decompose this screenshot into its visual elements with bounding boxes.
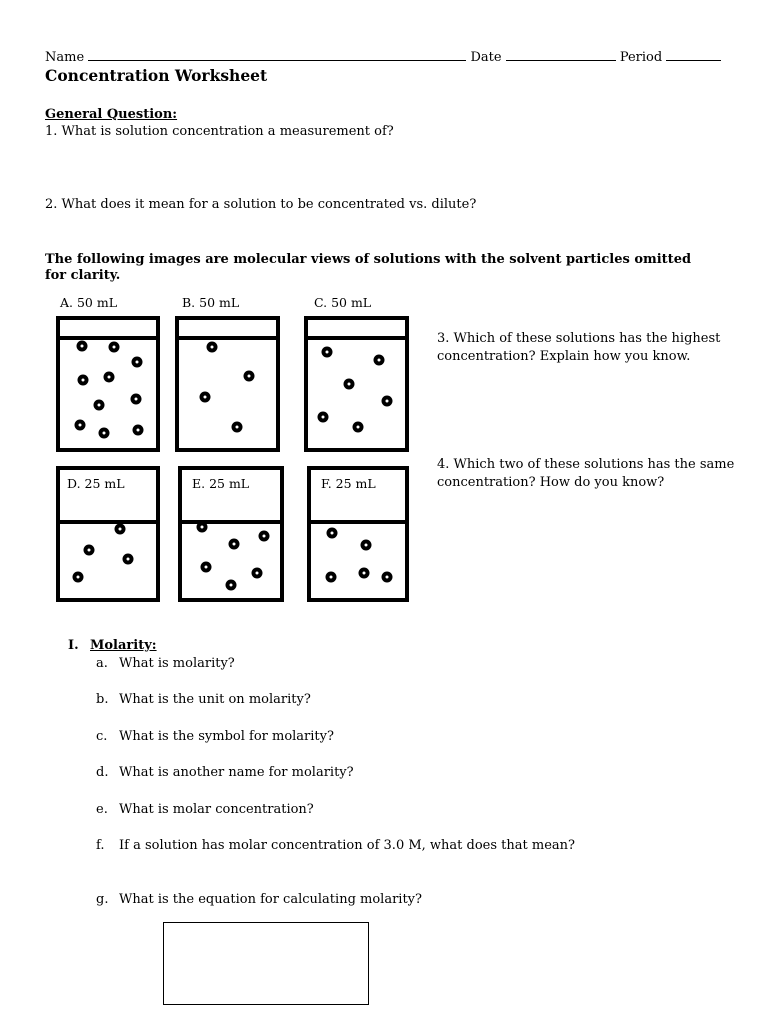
molarity-heading: Molarity: bbox=[90, 638, 157, 653]
general-question-heading: General Question: bbox=[45, 107, 178, 122]
particle bbox=[109, 342, 120, 353]
equation-answer-box[interactable] bbox=[163, 922, 369, 1005]
particle bbox=[322, 347, 333, 358]
beaker-e bbox=[178, 466, 284, 602]
molarity-item-d: What is another name for molarity? bbox=[119, 765, 354, 780]
molarity-item-a: What is molarity? bbox=[119, 656, 235, 671]
particle bbox=[344, 379, 355, 390]
molarity-item-c: What is the symbol for molarity? bbox=[119, 729, 334, 744]
beaker-a-label: A. 50 mL bbox=[60, 295, 118, 310]
particle bbox=[115, 524, 126, 535]
particle bbox=[207, 342, 218, 353]
beaker-b bbox=[175, 316, 280, 452]
particle bbox=[78, 375, 89, 386]
particle bbox=[353, 422, 364, 433]
molarity-item-f-letter: f. bbox=[96, 838, 105, 853]
molarity-item-d-letter: d. bbox=[96, 765, 109, 780]
particle bbox=[359, 568, 370, 579]
page-title: Concentration Worksheet bbox=[45, 66, 268, 85]
beaker-b-top bbox=[179, 320, 276, 340]
beaker-a bbox=[56, 316, 160, 452]
particle bbox=[326, 572, 337, 583]
beaker-c-top bbox=[308, 320, 405, 340]
beaker-e-label: E. 25 mL bbox=[192, 476, 250, 491]
particle bbox=[382, 396, 393, 407]
name-label: Name bbox=[45, 50, 85, 65]
particle bbox=[382, 572, 393, 583]
particle bbox=[197, 522, 208, 533]
particle bbox=[84, 545, 95, 556]
molarity-item-g-letter: g. bbox=[96, 892, 109, 907]
particle bbox=[104, 372, 115, 383]
particle bbox=[229, 539, 240, 550]
particle bbox=[77, 341, 88, 352]
period-label: Period bbox=[619, 50, 663, 65]
period-blank[interactable] bbox=[666, 48, 721, 61]
name-blank[interactable] bbox=[88, 48, 466, 61]
beaker-d-label: D. 25 mL bbox=[67, 476, 125, 491]
particle bbox=[200, 392, 211, 403]
beaker-c bbox=[304, 316, 409, 452]
beaker-f-label: F. 25 mL bbox=[321, 476, 376, 491]
molarity-item-g: What is the equation for calculating molarity? bbox=[119, 892, 422, 907]
particle bbox=[374, 355, 385, 366]
particle bbox=[327, 528, 338, 539]
beaker-b-label: B. 50 mL bbox=[182, 295, 240, 310]
particle bbox=[99, 428, 110, 439]
particle bbox=[132, 357, 143, 368]
images-intro: The following images are molecular views of solutions with the solvent particles omitted for clarity. bbox=[45, 252, 692, 283]
particle bbox=[75, 420, 86, 431]
question-4: 4. Which two of these solutions has the same concentration? How do you know? bbox=[437, 457, 735, 490]
question-2: 2. What does it mean for a solution to be concentrated vs. dilute? bbox=[45, 197, 477, 212]
particle bbox=[361, 540, 372, 551]
particle bbox=[252, 568, 263, 579]
particle bbox=[133, 425, 144, 436]
molarity-item-e: What is molar concentration? bbox=[119, 802, 314, 817]
particle bbox=[226, 580, 237, 591]
section-numeral: I. bbox=[68, 638, 79, 653]
name-date-period-row bbox=[45, 48, 725, 66]
beaker-f bbox=[307, 466, 409, 602]
particle bbox=[131, 394, 142, 405]
particle bbox=[94, 400, 105, 411]
question-3: 3. Which of these solutions has the highest concentration? Explain how you know. bbox=[437, 331, 721, 364]
question-1: 1. What is solution concentration a measurement of? bbox=[45, 124, 394, 139]
molarity-item-a-letter: a. bbox=[96, 656, 108, 671]
particle bbox=[123, 554, 134, 565]
beaker-c-label: C. 50 mL bbox=[314, 295, 372, 310]
molarity-item-b-letter: b. bbox=[96, 692, 109, 707]
molarity-item-b: What is the unit on molarity? bbox=[119, 692, 311, 707]
particle bbox=[244, 371, 255, 382]
molarity-item-f: If a solution has molar concentration of 3.0 M, what does that mean? bbox=[119, 838, 575, 853]
particle bbox=[73, 572, 84, 583]
beaker-d bbox=[56, 466, 160, 602]
date-blank[interactable] bbox=[506, 48, 616, 61]
particle bbox=[318, 412, 329, 423]
date-label: Date bbox=[470, 50, 502, 65]
molarity-item-e-letter: e. bbox=[96, 802, 108, 817]
particle bbox=[259, 531, 270, 542]
particle bbox=[201, 562, 212, 573]
beaker-a-top bbox=[60, 320, 156, 340]
particle bbox=[232, 422, 243, 433]
molarity-item-c-letter: c. bbox=[96, 729, 108, 744]
